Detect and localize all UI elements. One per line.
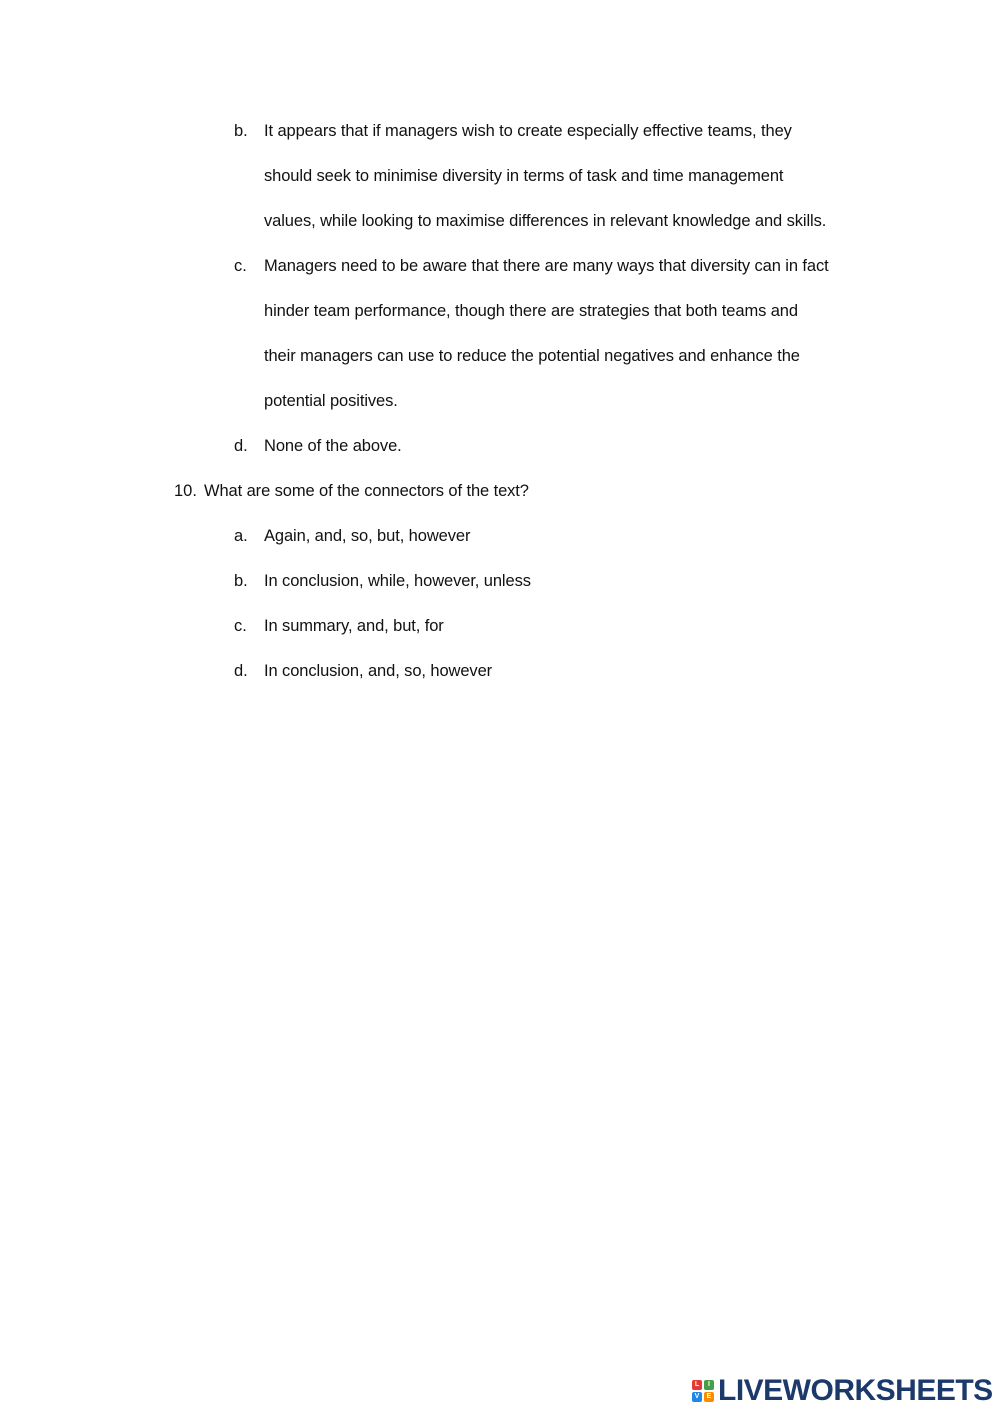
option-text-line: potential positives.	[264, 392, 398, 410]
option-text: In conclusion, while, however, unless	[264, 572, 531, 590]
option-text: In summary, and, but, for	[264, 617, 444, 635]
liveworksheets-logo	[692, 1374, 993, 1408]
option-text-line: None of the above.	[264, 437, 402, 455]
option-text-line: their managers can use to reduce the potential negatives and enhance the	[264, 347, 800, 365]
option-marker: d.	[234, 662, 248, 680]
option-marker: d.	[234, 437, 248, 455]
option-marker: b.	[234, 122, 248, 140]
question-number: 10.	[174, 482, 197, 500]
logo-grid-icon	[692, 1380, 714, 1402]
option-text-line: should seek to minimise diversity in terms of task and time management	[264, 167, 784, 185]
logo-letter: L	[692, 1380, 702, 1390]
logo-text: LIVEWORKSHEETS	[718, 1374, 993, 1407]
option-marker: b.	[234, 572, 248, 590]
logo-letter: V	[692, 1392, 702, 1402]
logo-letter: E	[704, 1392, 714, 1402]
question-text: What are some of the connectors of the text?	[204, 482, 529, 500]
option-text-line: Managers need to be aware that there are many ways that diversity can in fact	[264, 257, 829, 275]
option-text-line: hinder team performance, though there are strategies that both teams and	[264, 302, 798, 320]
option-marker: c.	[234, 257, 247, 275]
option-text: Again, and, so, but, however	[264, 527, 471, 545]
option-text-line: values, while looking to maximise differences in relevant knowledge and skills.	[264, 212, 827, 230]
logo-letter: I	[704, 1380, 714, 1390]
option-marker: c.	[234, 617, 247, 635]
option-text: In conclusion, and, so, however	[264, 662, 493, 680]
option-text-line: It appears that if managers wish to create especially effective teams, they	[264, 122, 792, 140]
option-marker: a.	[234, 527, 248, 545]
